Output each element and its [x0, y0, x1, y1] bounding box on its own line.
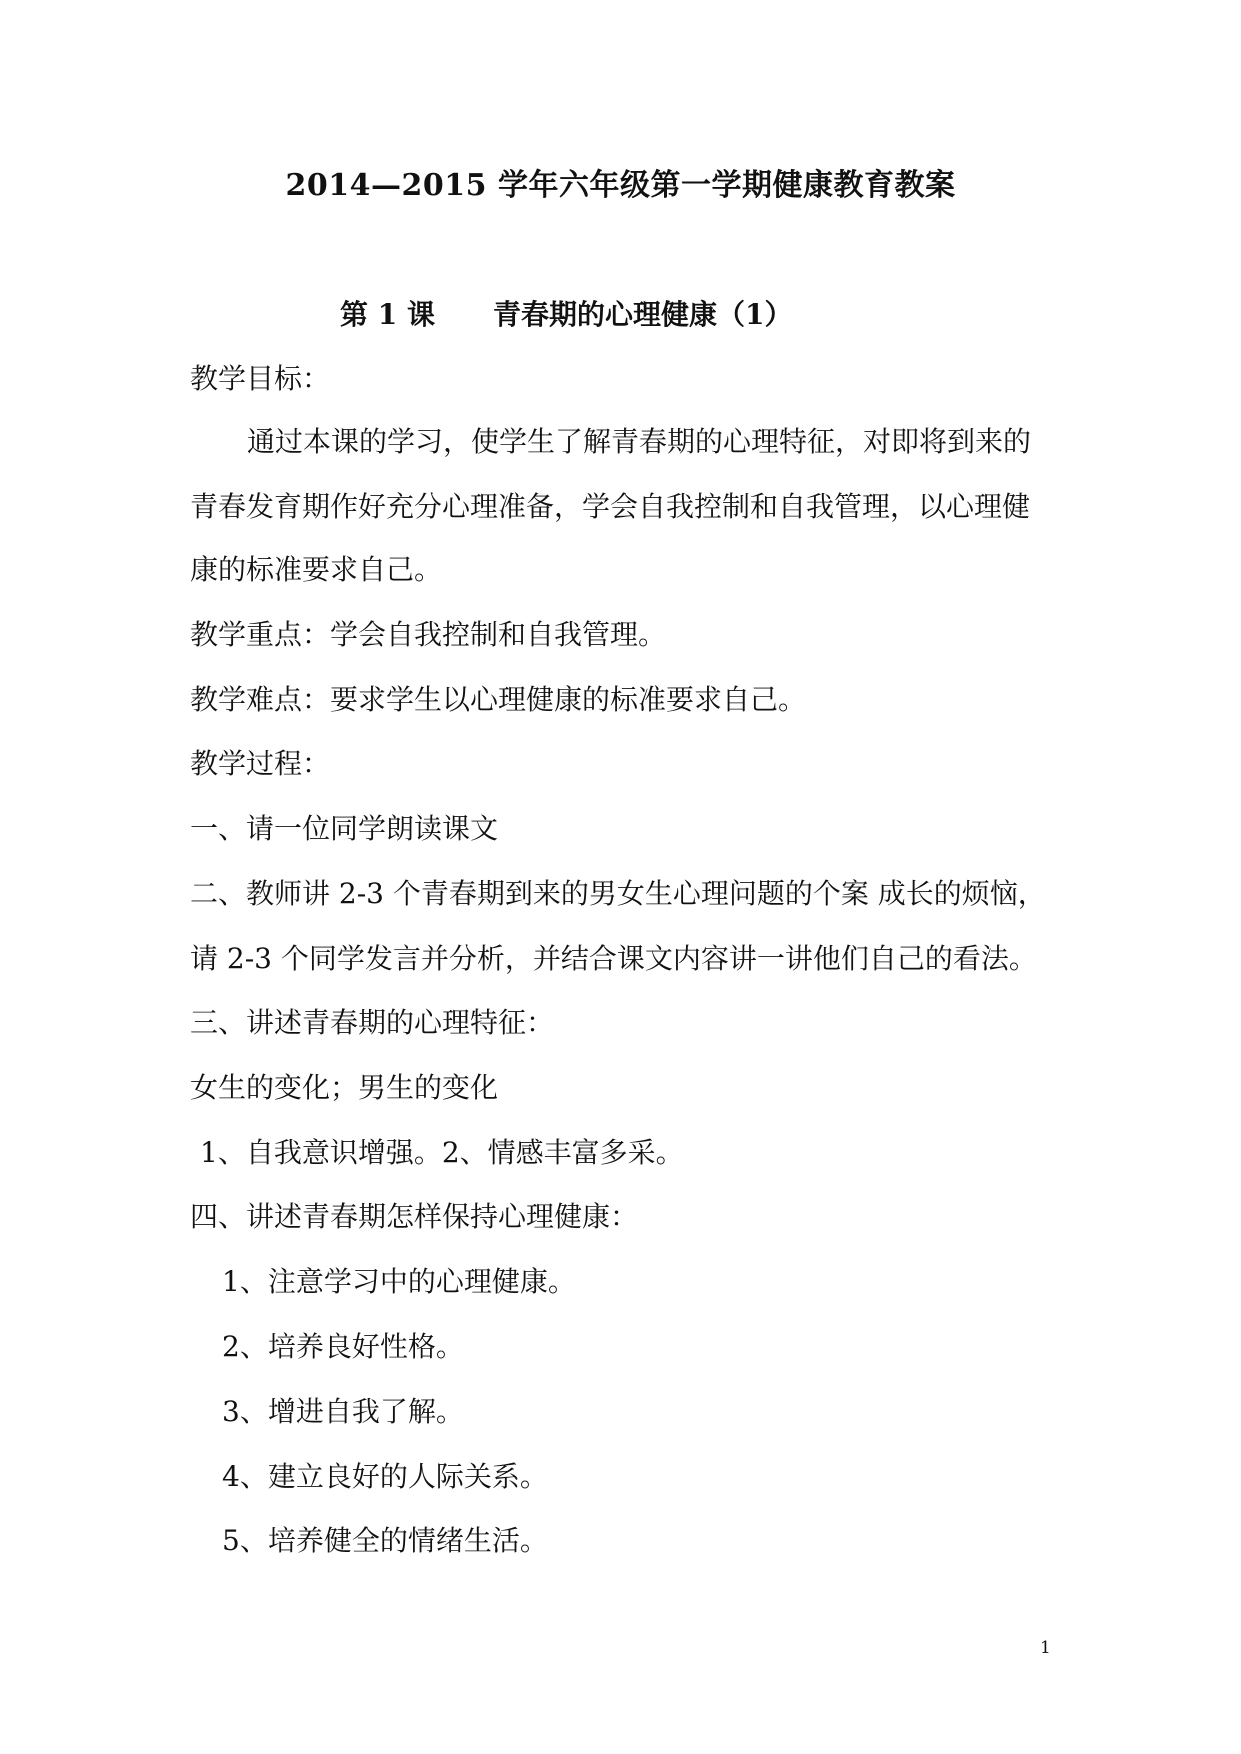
health-tip-5: 5、培养健全的情绪生活。 — [222, 1524, 548, 1557]
goal-paragraph-line-2: 青春发育期作好充分心理准备，学会自我控制和自我管理，以心理健 — [190, 490, 1031, 523]
lesson-heading — [340, 293, 792, 333]
teaching-goal-heading: 教学目标： — [190, 362, 331, 395]
teaching-focus: 教学重点：学会自我控制和自我管理。 — [190, 618, 667, 651]
process-step-2-line-2: 请 2-3 个同学发言并分析，并结合课文内容讲一讲他们自己的看法。 — [190, 942, 1037, 975]
health-tip-4: 4、建立良好的人际关系。 — [222, 1460, 548, 1493]
health-tip-3: 3、增进自我了解。 — [222, 1395, 464, 1428]
teaching-difficulty: 教学难点：要求学生以心理健康的标准要求自己。 — [190, 683, 807, 716]
page-number: 1 — [1040, 1638, 1051, 1658]
lesson-name: 青春期的心理健康（1） — [492, 298, 793, 331]
gender-changes: 女生的变化；男生的变化 — [190, 1071, 499, 1104]
goal-paragraph-line-3: 康的标准要求自己。 — [190, 553, 443, 586]
health-tip-1: 1、注意学习中的心理健康。 — [222, 1265, 576, 1298]
teaching-process-heading: 教学过程： — [190, 747, 331, 780]
psych-traits-list: 1、自我意识增强。2、情感丰富多采。 — [200, 1136, 684, 1169]
document-title: 2014—2015 学年六年级第一学期健康教育教案 — [285, 168, 956, 203]
process-step-4: 四、讲述青春期怎样保持心理健康： — [190, 1200, 639, 1233]
process-step-2-line-1: 二、教师讲 2-3 个青春期到来的男女生心理问题的个案 成长的烦恼， — [190, 877, 1046, 910]
goal-paragraph-line-1: 通过本课的学习，使学生了解青春期的心理特征，对即将到来的 — [247, 425, 1032, 458]
lesson-number: 第 1 课 — [340, 298, 435, 331]
process-step-3: 三、讲述青春期的心理特征： — [190, 1006, 555, 1039]
process-step-1: 一、请一位同学朗读课文 — [190, 812, 499, 845]
health-tip-2: 2、培养良好性格。 — [222, 1330, 464, 1363]
